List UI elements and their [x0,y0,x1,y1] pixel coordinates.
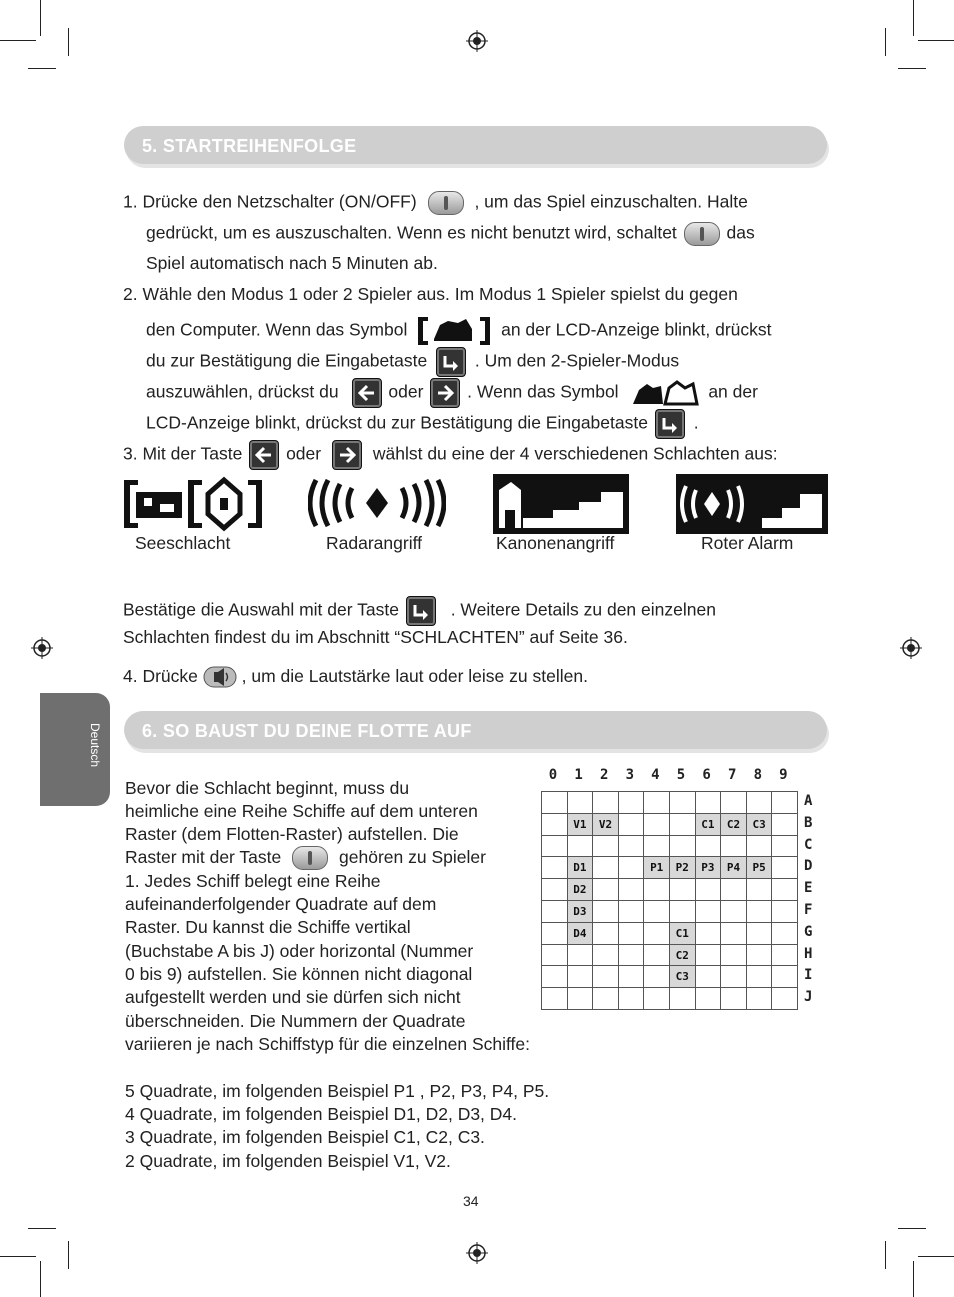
battle-label-radar: Radarangriff [326,533,422,553]
right-arrow-key-icon [430,378,460,408]
text: , um das Spiel einzuschalten. Halte [474,191,748,212]
grid-cell: C3 [747,814,773,836]
grid-cell [619,966,645,988]
enter-key-icon [406,596,436,626]
right-arrow-key-icon [332,440,362,470]
grid-row-label: G [804,923,813,940]
left-arrow-key-icon [249,440,279,470]
grid-cell [644,814,670,836]
grid-cell [747,988,773,1010]
left-arrow-key-icon [352,378,382,408]
crop-mark [913,0,914,36]
grid-cell [644,923,670,945]
grid-cell [721,836,747,858]
text: . Weitere Details zu den einzelnen [450,599,716,620]
grid-cell [593,923,619,945]
item2-line3 [146,347,679,377]
section-6-title: 6. SO BAUST DU DEINE FLOTTE AUF [142,721,472,741]
grid-button-icon [292,846,328,870]
grid-cell [721,901,747,923]
paragraph-line: aufeinanderfolgender Quadrate auf dem [125,894,437,914]
grid-cell [593,901,619,923]
grid-cell [772,966,798,988]
volume-button-icon [203,666,237,688]
grid-cell [747,966,773,988]
paragraph-line: Bevor die Schlacht beginnt, muss du [125,778,410,798]
grid-cell [721,945,747,967]
enter-key-icon [655,409,685,439]
grid-cell [772,923,798,945]
grid-cell: P3 [696,857,722,879]
example-line: 3 Quadrate, im folgenden Beispiel C1, C2, C3. [125,1127,485,1147]
grid-row-label: J [804,989,813,1006]
text: an der [708,381,758,402]
grid-cell [593,879,619,901]
confirm-line2: Schlachten findest du im Abschnitt “SCHLACHTEN” auf Seite 36. [123,627,628,647]
grid-cell [670,792,696,814]
grid-row-label: C [804,836,813,853]
grid-cell [568,966,594,988]
grid-cell [696,923,722,945]
text: . Wenn das Symbol [467,381,619,402]
grid-cell [619,901,645,923]
grid-cell [644,901,670,923]
grid-cell [644,879,670,901]
grid-column-label: 0 [548,767,558,783]
crop-mark [0,40,36,41]
text: auszuwählen, drückst du [146,381,339,402]
crop-mark [913,1261,914,1297]
text: . Um den 2-Spieler-Modus [474,350,680,371]
crop-mark [918,40,954,41]
crop-mark [40,1261,41,1297]
text: oder [286,443,322,464]
grid-cell: C2 [721,814,747,836]
crop-mark [885,1241,886,1269]
grid-cell [696,836,722,858]
grid-cell [619,923,645,945]
text: das [726,222,755,243]
registration-mark-icon [31,637,53,659]
grid-cell [619,879,645,901]
enter-key-icon [436,347,466,377]
example-line: 5 Quadrate, im folgenden Beispiel P1 , P2, P3, P4, P5. [125,1081,550,1101]
grid-cell [772,945,798,967]
grid-column-label: 3 [625,767,635,783]
grid-cell [772,988,798,1010]
grid-cell [619,836,645,858]
registration-mark-icon [466,30,488,52]
grid-cell [696,988,722,1010]
battle-label-red-alert: Roter Alarm [701,533,794,553]
grid-cell [542,923,568,945]
item1-line1 [123,191,748,215]
grid-column-label: 8 [753,767,763,783]
grid-cell: P4 [721,857,747,879]
grid-cell [542,857,568,879]
item1-line3: Spiel automatisch nach 5 Minuten ab. [146,253,438,273]
power-button-icon [428,191,464,215]
grid-cell [772,857,798,879]
grid-cell [593,857,619,879]
grid-cell: C1 [670,923,696,945]
item2-line4 [146,378,758,408]
grid-cell [696,945,722,967]
grid-cell [670,901,696,923]
paragraph-line: variieren je nach Schiffstyp für die einzelnen Schiffe: [125,1034,531,1054]
crop-mark [28,68,56,69]
grid-cell [542,966,568,988]
grid-cell [542,945,568,967]
text: 4. Drücke [123,666,198,686]
crop-mark [0,1256,36,1257]
crop-mark [918,1256,954,1257]
two-player-symbol-icon [627,378,699,408]
grid-cell [747,836,773,858]
text: 3. Mit der Taste [123,443,243,464]
item4-line [123,666,588,688]
grid-cell [619,988,645,1010]
grid-cell [670,988,696,1010]
grid-cell [593,966,619,988]
item1-line2 [146,222,755,246]
grid-cell: V1 [568,814,594,836]
grid-column-label: 6 [702,767,711,783]
text: du zur Bestätigung die Eingabetaste [146,350,428,371]
crop-mark [40,0,41,36]
red-alert-icon [676,474,828,534]
crop-mark [898,68,926,69]
grid-cell [568,792,594,814]
grid-cell [670,836,696,858]
crop-mark [68,1241,69,1269]
grid-cell [644,966,670,988]
paragraph-line: heimliche eine Reihe Schiffe auf dem unteren [125,801,478,821]
text: an der LCD-Anzeige blinkt, drückst [501,319,772,340]
grid-cell [721,988,747,1010]
grid-cell [542,901,568,923]
grid-cell [747,923,773,945]
text: den Computer. Wenn das Symbol [146,319,408,340]
text: LCD-Anzeige blinkt, drückst du zur Bestätigung die Eingabetaste [146,412,648,433]
grid-row-label: A [804,793,813,809]
grid-cell [670,814,696,836]
grid-column-label: 7 [727,767,737,783]
grid-cell [593,988,619,1010]
language-tab [40,693,110,806]
grid-cell [772,792,798,814]
grid-cell [772,814,798,836]
item2-line2 [146,315,772,347]
grid-column-label: 1 [574,767,583,783]
paragraph-line: überschneiden. Die Nummern der Quadrate [125,1011,466,1031]
grid-column-label: 9 [779,767,788,783]
example-line: 4 Quadrate, im folgenden Beispiel D1, D2, D3, D4. [125,1104,518,1124]
grid-row-label: I [804,967,813,984]
text: oder [388,381,424,402]
grid-cell: P1 [644,857,670,879]
grid-cell [568,836,594,858]
grid-cell [747,945,773,967]
grid-cell: D1 [568,857,594,879]
grid-cell: D4 [568,923,594,945]
registration-mark-icon [466,1242,488,1264]
crop-mark [28,1228,56,1229]
battle-label-sea: Seeschlacht [135,533,231,553]
grid-cell [696,792,722,814]
grid-cell [747,879,773,901]
example-line: 2 Quadrate, im folgenden Beispiel V1, V2. [125,1151,451,1171]
grid-cell: C3 [670,966,696,988]
grid-cell [619,814,645,836]
grid-row-label: E [804,880,813,897]
item2-line5 [146,409,699,439]
grid-cell [568,945,594,967]
grid-cell [542,988,568,1010]
cannon-attack-icon [493,474,629,534]
text: gehören zu Spieler [339,847,486,867]
grid-cell [696,966,722,988]
grid-cell [542,814,568,836]
grid-column-label: 5 [676,767,686,783]
text: . [693,412,699,433]
grid-row-label: F [804,902,813,918]
language-tab-label: Deutsch [88,723,102,768]
paragraph-line: 1. Jedes Schiff belegt eine Reihe [125,871,381,891]
grid-cell: D3 [568,901,594,923]
grid-cell [721,923,747,945]
grid-cell [721,966,747,988]
text: , um die Lautstärke laut oder leise zu stellen. [241,666,588,686]
grid-cell [772,836,798,858]
grid-cell [542,836,568,858]
grid-frame [541,791,798,1010]
one-player-symbol-icon [416,315,492,347]
grid-cell: P5 [747,857,773,879]
text: wählst du eine der 4 verschiedenen Schlachten aus: [372,443,778,464]
grid-cell [542,879,568,901]
grid-column-label: 2 [599,767,609,783]
grid-cell [542,792,568,814]
paragraph-line: 0 bis 9) aufstellen. Sie können nicht diagonal [125,964,473,984]
section-6-header [124,711,827,749]
grid-column-label: 4 [651,767,660,783]
text: gedrückt, um es auszuschalten. Wenn es nicht benutzt wird, schaltet [146,222,677,243]
item2-line1: 2. Wähle den Modus 1 oder 2 Spieler aus. Im Modus 1 Spieler spielst du gegen [123,284,738,304]
grid-cell [644,988,670,1010]
paragraph-line: (Buchstabe A bis J) oder horizontal (Nummer [125,941,474,961]
grid-row-label: D [804,858,813,875]
grid-cell [747,792,773,814]
confirm-line1 [123,596,716,626]
grid-cell: C2 [670,945,696,967]
grid-cell: C1 [696,814,722,836]
grid-cell [619,792,645,814]
grid-cell: V2 [593,814,619,836]
grid-cell: P2 [670,857,696,879]
grid-cell [772,879,798,901]
paragraph-line [125,846,486,870]
crop-mark [885,28,886,56]
battle-label-cannon: Kanonenangriff [496,533,615,553]
grid-cell [747,901,773,923]
grid-cell [619,945,645,967]
paragraph-line: Raster. Du kannst die Schiffe vertikal [125,917,411,937]
grid-cell [644,792,670,814]
text: Bestätige die Auswahl mit der Taste [123,599,399,620]
paragraph-line: Raster (dem Flotten-Raster) aufstellen. Die [125,824,459,844]
grid-cell [772,901,798,923]
grid-cell [593,836,619,858]
crop-mark [68,28,69,56]
grid-cell [644,945,670,967]
grid-cell [568,988,594,1010]
grid-cell [593,945,619,967]
grid-cell [619,857,645,879]
grid-cell [593,792,619,814]
registration-mark-icon [900,637,922,659]
grid-cell: D2 [568,879,594,901]
grid-cell [644,836,670,858]
text: Raster mit der Taste [125,847,282,867]
paragraph-line: aufgestellt werden und sie dürfen sich nicht [125,987,461,1007]
radar-attack-icon [308,474,446,532]
item3-line1 [123,440,778,470]
grid-cell [721,879,747,901]
section-5-header [124,126,827,164]
text: 1. Drücke den Netzschalter (ON/OFF) [123,191,417,212]
grid-row-label: B [804,814,813,831]
sea-battle-icon [124,474,262,532]
grid-cell [696,901,722,923]
page-number: 34 [463,1193,479,1209]
grid-cell [670,879,696,901]
power-button-icon [684,222,720,246]
grid-cell [721,792,747,814]
grid-row-label: H [804,945,813,962]
section-5-title: 5. STARTREIHENFOLGE [142,136,357,156]
grid-cell [696,879,722,901]
crop-mark [898,1228,926,1229]
